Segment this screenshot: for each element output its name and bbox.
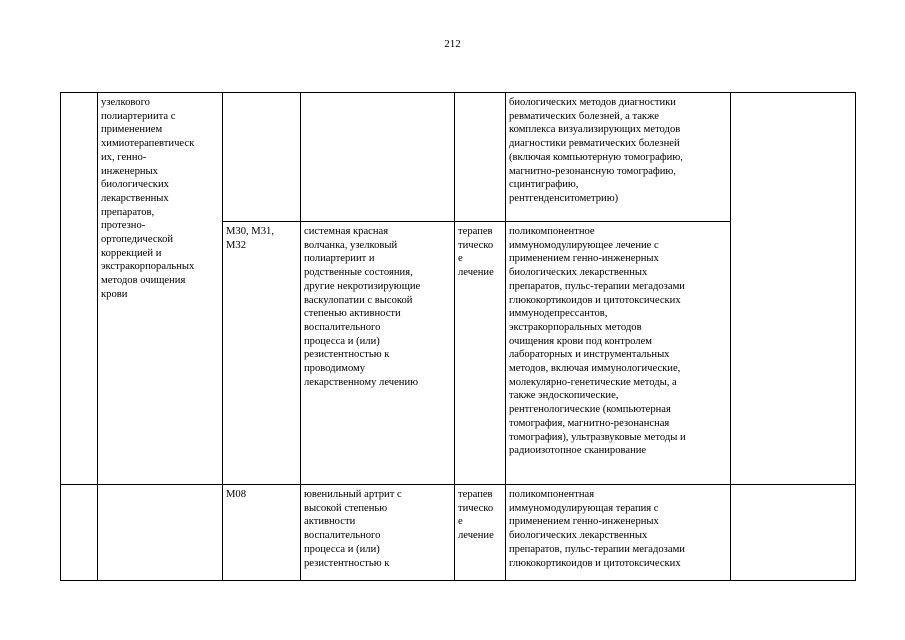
patient-model-cell bbox=[301, 222, 455, 485]
treatment-method: биологических методов диагностики ревматических болезней, а также комплекса визуализирующих методов диагностики ревматических болезней (включая компьютерную томографию, магнитно-резонансную томографию, сцинтиграфию, рентгенденситометрию) bbox=[509, 97, 683, 204]
procedure-name: узелкового полиартериита с применением химиотерапевтическ их, генно- инженерных биологических лекарственных препаратов, протезно- ортопедической коррекцией и экстракорпоральных методов очищения крови bbox=[101, 97, 195, 300]
treatment-method: поликомпонентная иммуномодулирующая терапия с применением генно-инженерных биологических лекарственных препаратов, пульс-терапии мегадозами глюкокортикоидов и цитотоксических bbox=[509, 489, 685, 569]
treatment-kind-cell bbox=[455, 222, 506, 485]
icd-code: М30, М31, М32 bbox=[226, 226, 274, 251]
patient-model: системная красная волчанка, узелковый полиартериит и родственные состояния, другие некротизирующие васкулопатии с высокой степенью активности воспалительного процесса и (или) резистентностью к проводимому лекарственному лечению bbox=[304, 226, 421, 388]
patient-model-cell bbox=[301, 485, 455, 581]
treatment-kind-cell bbox=[455, 93, 506, 222]
medical-care-table bbox=[60, 92, 856, 581]
cost-cell bbox=[731, 93, 856, 485]
procedure-name-cell bbox=[98, 93, 223, 485]
row-number-cell bbox=[61, 93, 98, 485]
icd-code-cell bbox=[223, 485, 301, 581]
patient-model: ювенильный артрит с высокой степенью активности воспалительного процесса и (или) резистентностью к bbox=[304, 489, 402, 569]
icd-code: М08 bbox=[226, 489, 247, 500]
procedure-name-cell bbox=[98, 485, 223, 581]
treatment-kind: терапев тическо е лечение bbox=[458, 226, 494, 279]
cost-cell bbox=[731, 485, 856, 581]
icd-code-cell bbox=[223, 93, 301, 222]
treatment-method-cell bbox=[506, 93, 731, 222]
treatment-method-cell bbox=[506, 222, 731, 485]
table-row bbox=[61, 485, 856, 581]
table-row bbox=[61, 93, 856, 222]
treatment-method-cell bbox=[506, 485, 731, 581]
row-number-cell bbox=[61, 485, 98, 581]
page-number: 212 bbox=[444, 38, 461, 50]
treatment-kind: терапев тическо е лечение bbox=[458, 489, 494, 542]
treatment-kind-cell bbox=[455, 485, 506, 581]
patient-model-cell bbox=[301, 93, 455, 222]
treatment-method: поликомпонентное иммуномодулирующее лечение с применением генно-инженерных биологических лекарственных препаратов, пульс-терапии мегадозами глюкокортикоидов и цитотоксических иммунодепрессантов, экстракорпоральных методов очищения крови под контролем лабораторных и инструментальных методов, включая иммунологические, молекулярно-генетические методы, а также эндоскопические, рентгенологические (компьютерная томография, магнитно-резонансная томография), ультразвуковые методы и радиоизотопное сканирование bbox=[509, 226, 686, 457]
icd-code-cell bbox=[223, 222, 301, 485]
